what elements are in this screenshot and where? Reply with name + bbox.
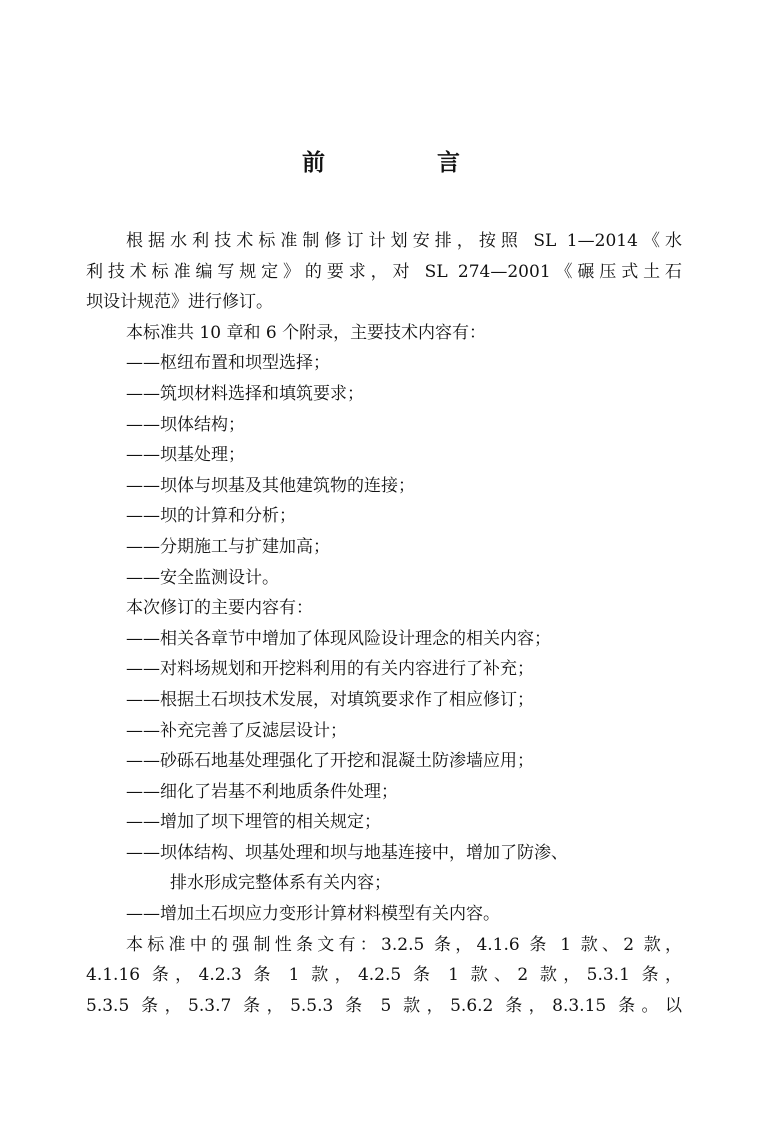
list-item: ——坝的计算和分析； bbox=[126, 506, 296, 527]
paragraph-line: 利技术标准编写规定》的要求，对 SL 274—2001《碾压式土石 bbox=[86, 261, 682, 282]
paragraph-line: 本次修订的主要内容有： bbox=[126, 598, 313, 619]
paragraph-line: 本标准中的强制性条文有：3.2.5 条，4.1.6 条 1 款、2 款， bbox=[126, 934, 682, 955]
list-item: ——砂砾石地基处理强化了开挖和混凝土防渗墙应用； bbox=[126, 751, 534, 772]
body-text bbox=[86, 226, 682, 1021]
paragraph-line: 根据水利技术标准制修订计划安排，按照 SL 1—2014《水 bbox=[126, 231, 682, 251]
list-item: ——相关各章节中增加了体现风险设计理念的相关内容； bbox=[126, 628, 551, 649]
list-item: ——增加土石坝应力变形计算材料模型有关内容。 bbox=[126, 904, 500, 925]
list-item: ——坝体结构、坝基处理和坝与地基连接中，增加了防渗、 bbox=[126, 842, 568, 863]
list-item: ——坝体结构； bbox=[126, 414, 245, 435]
list-item: ——增加了坝下埋管的相关规定； bbox=[126, 812, 381, 833]
list-item: ——筑坝材料选择和填筑要求； bbox=[126, 383, 364, 404]
list-item: ——坝体与坝基及其他建筑物的连接； bbox=[126, 475, 415, 496]
list-item: ——根据土石坝技术发展，对填筑要求作了相应修订； bbox=[126, 689, 534, 710]
list-item: ——对料场规划和开挖料利用的有关内容进行了补充； bbox=[126, 659, 534, 680]
paragraph-line: 5.3.5 条，5.3.7 条，5.5.3 条 5 款，5.6.2 条，8.3.15 条。以 bbox=[86, 995, 682, 1016]
paragraph-line: 4.1.16 条，4.2.3 条 1 款，4.2.5 条 1 款、2 款，5.3.1 条， bbox=[86, 965, 682, 986]
page-title: 前 言 bbox=[301, 150, 512, 176]
paragraph-line: 本标准共 10 章和 6 个附录，主要技术内容有： bbox=[126, 322, 487, 343]
paragraph-line: 坝设计规范》进行修订。 bbox=[86, 292, 273, 313]
list-item: ——安全监测设计。 bbox=[126, 567, 279, 588]
list-item: ——枢纽布置和坝型选择； bbox=[126, 353, 330, 374]
list-item-continuation: 排水形成完整体系有关内容； bbox=[170, 873, 391, 894]
list-item: ——坝基处理； bbox=[126, 445, 245, 466]
list-item: ——细化了岩基不利地质条件处理； bbox=[126, 781, 398, 802]
list-item: ——补充完善了反滤层设计； bbox=[126, 720, 347, 741]
list-item: ——分期施工与扩建加高； bbox=[126, 536, 330, 557]
